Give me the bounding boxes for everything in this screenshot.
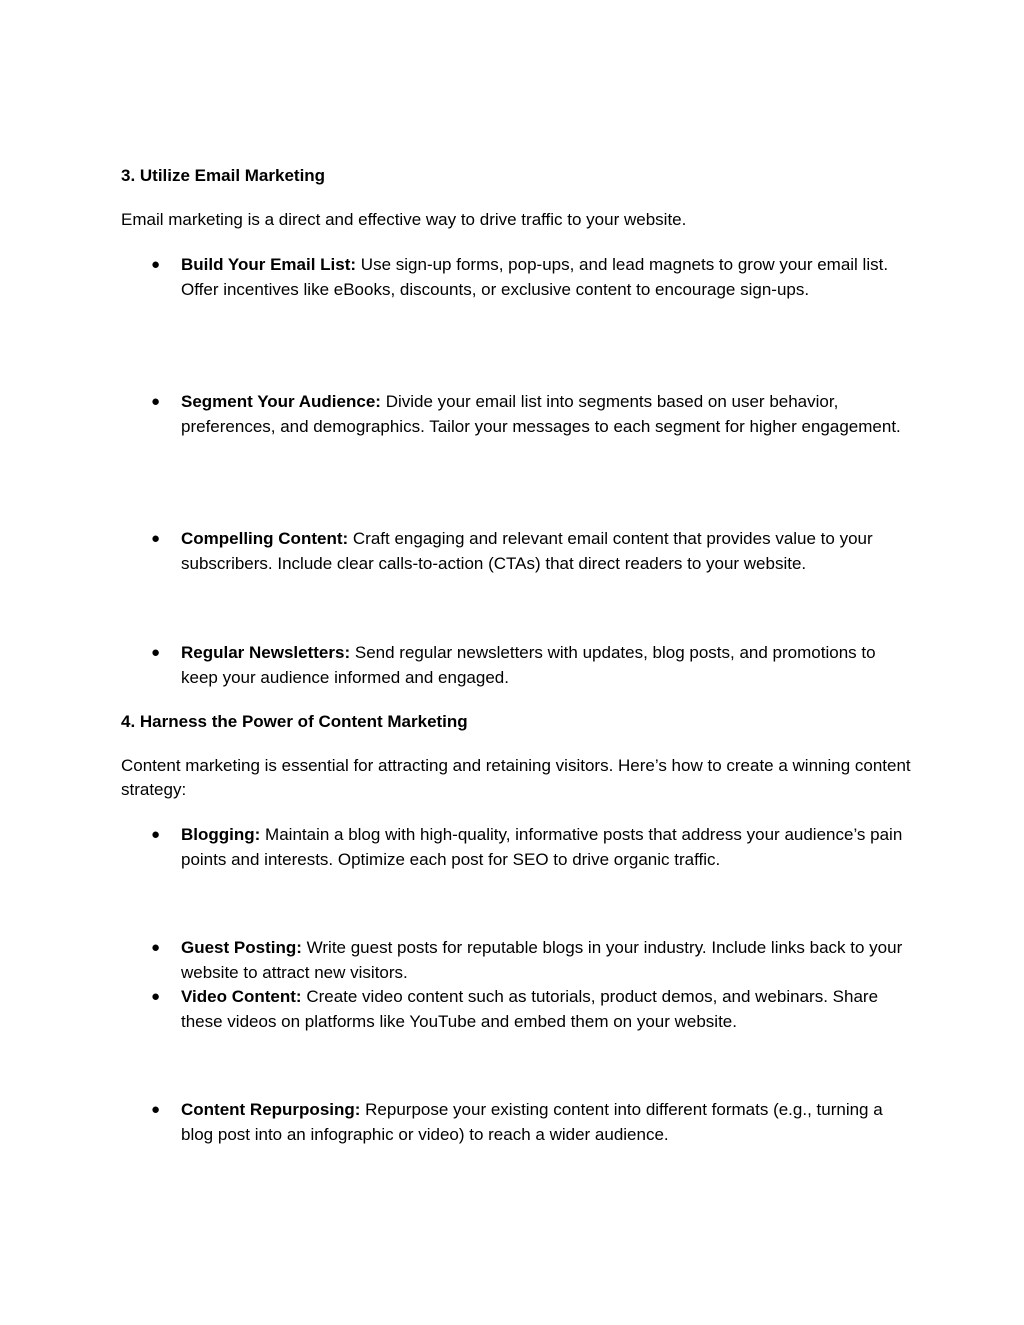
list-item-text (181, 1098, 911, 1147)
list-item-label: Content Repurposing: (181, 1100, 361, 1119)
list-item-text (181, 985, 911, 1034)
list-item-body: Maintain a blog with high-quality, informative posts that address your audience’s pain points and interests. Optimize each post for SEO to drive organic traffic. (181, 825, 903, 869)
bullet-icon: ● (151, 530, 161, 547)
bullet-icon: ● (151, 988, 161, 1005)
list-item-label: Segment Your Audience: (181, 392, 381, 411)
list-item-body: Repurpose your existing content into different formats (e.g., turning a blog post into an infographic or video) to reach a wider audience. (181, 1100, 883, 1144)
list-item-body: Craft engaging and relevant email content that provides value to your subscribers. Include clear calls-to-action (CTAs) that direct readers to your website. (181, 529, 873, 573)
bullet-icon: ● (151, 1101, 161, 1118)
bullet-icon: ● (151, 939, 161, 956)
list-item-label: Regular Newsletters: (181, 643, 351, 662)
list-item-text (181, 641, 911, 690)
list-item-label: Guest Posting: (181, 938, 302, 957)
bullet-icon: ● (151, 644, 161, 661)
list-item-text (181, 390, 911, 439)
bullet-icon: ● (151, 826, 161, 843)
list-item-text (181, 823, 911, 872)
section-intro-email-marketing: Email marketing is a direct and effective way to drive traffic to your website. (121, 210, 687, 229)
list-item-text (181, 527, 911, 576)
list-item-body: Create video content such as tutorials, product demos, and webinars. Share these videos on platforms like YouTube and embed them on your website. (181, 987, 879, 1031)
list-item-body: Write guest posts for reputable blogs in your industry. Include links back to your website to attract new visitors. (181, 938, 903, 982)
section-heading-content-marketing: 4. Harness the Power of Content Marketing (121, 712, 468, 731)
list-item-label: Build Your Email List: (181, 255, 357, 274)
list-item-body: Send regular newsletters with updates, blog posts, and promotions to keep your audience informed and engaged. (181, 643, 876, 687)
list-item-body: Use sign-up forms, pop-ups, and lead magnets to grow your email list. Offer incentives like eBooks, discounts, or exclusive content to encourage sign-ups. (181, 255, 889, 299)
list-item-text (181, 253, 911, 302)
bullet-icon: ● (151, 393, 161, 410)
list-item-label: Video Content: (181, 987, 302, 1006)
list-item-body: Divide your email list into segments based on user behavior, preferences, and demographics. Tailor your messages to each segment for higher engagement. (181, 392, 901, 436)
section-intro-content-marketing: Content marketing is essential for attracting and retaining visitors. Here’s how to create a winning content strategy: (121, 756, 911, 799)
list-item-label: Compelling Content: (181, 529, 349, 548)
bullet-icon: ● (151, 256, 161, 273)
list-item-label: Blogging: (181, 825, 261, 844)
list-item-text (181, 936, 911, 985)
section-heading-email-marketing: 3. Utilize Email Marketing (121, 166, 326, 185)
